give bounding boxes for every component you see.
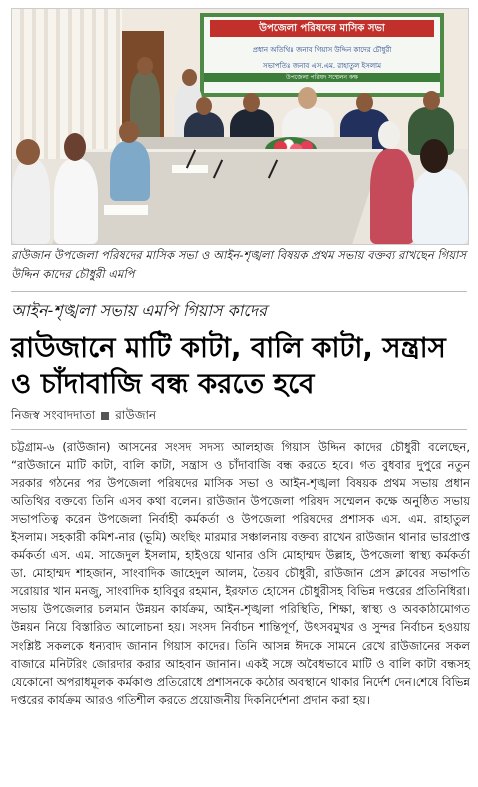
byline-divider xyxy=(11,429,467,430)
man-glasses-right xyxy=(412,169,468,244)
seated-officer-uniform-head xyxy=(356,93,373,112)
seated-person-suit-mid-head xyxy=(243,93,260,112)
woman-right-red xyxy=(370,149,414,244)
meeting-banner xyxy=(200,13,444,97)
woman-white-jacket-head xyxy=(64,133,86,161)
standing-person-1-head xyxy=(137,57,153,75)
kicker-line: আইন-শৃঙ্খলা সভায় এমপি গিয়াস কাদের xyxy=(11,301,267,320)
man-cap-blue-head xyxy=(119,121,139,143)
man-glasses-right-head xyxy=(420,139,448,173)
foreground-man-left xyxy=(12,159,50,244)
banner-decoration-2 xyxy=(204,55,440,62)
banner-chair: সভাপতিঃ জনাব এস.এম. রাহাতুল ইসলাম xyxy=(263,62,381,70)
byline-location: রাউজান xyxy=(115,408,157,422)
standing-person-2-head xyxy=(182,69,197,86)
seated-person-suit-left-head xyxy=(196,97,212,115)
conference-table xyxy=(51,149,383,245)
headline: রাউজানে মাটি কাটা, বালি কাটা, সন্ত্রাস ও চাঁদাবাজি বন্ধ করতে হবে xyxy=(11,332,446,400)
document-2 xyxy=(104,205,148,215)
byline-separator-icon xyxy=(101,412,109,420)
man-cap-blue xyxy=(110,141,150,201)
banner-title: উপজেলা পরিষদের মাসিক সভা xyxy=(210,20,434,37)
woman-white-jacket xyxy=(54,159,98,244)
banner-chief-guest: প্রধান অতিথিঃ জনাব গিয়াস উদ্দিন কাদের চৌধুরী xyxy=(252,46,392,54)
banner-decoration xyxy=(204,39,440,46)
woman-right-red-head xyxy=(378,121,400,149)
byline xyxy=(11,407,467,423)
document-1 xyxy=(172,165,208,173)
seated-person-right-head xyxy=(423,91,440,110)
article-body: চট্টগ্রাম-৬ (রাউজান) আসনের সংসদ সদস্য আলহাজ গিয়াস উদ্দিন কাদের চৌধুরী বলেছেন, “রাউজানে মাটি কাটা, বালি কাটা, সন্ত্রাস ও চাঁদাবাজি বন্ধ করতে হবে। গত বুধবার দুপুরে নতুন সরকার গঠনের পর উপজেলা পরিষদের মাসিক সভা ও আইন-শৃঙ্খলা বিষয়ক প্রথম সভায় প্রধান অতিথির বক্তব্যে তিনি এসব কথা বলেন। রাউজান উপজেলা পরিষদ সম্মেলন কক্ষে অনুষ্ঠিত সভায় সভাপতিত্ব করেন উপজেলা নির্বাহী কর্মকর্তা ও উপজেলা পরিষদের প্রশাসক এস. এম. রাহাতুল ইসলাম। সহকারী কমিশ-নার (ভূমি) অংছিং মারমার সঞ্চালনায় বক্তব্য রাখেন রাউজান থানার ভারপ্রাপ্ত কর্মকর্তা এস. এম. সাজেদুল ইসলাম, হাইওয়ে থানার ওসি মোহাম্মদ উল্লাহ, উপজেলা স্বাস্থ্য কর্মকর্তা ডা. মোহাম্মদ শাহজান, সাংবাদিক জাহেদুল আলম, তৈয়ব চৌধুরী, রাউজান প্রেস ক্লাবের সভাপতি সরোয়ার খান মনজু, সাংবাদিক হাবিবুর রহমান, ইরফাত হোসেন চৌধুরীসহ বিভিন্ন দপ্তরের প্রতিনিধিরা। সভায় উপজেলার চলমান উন্নয়ন কার্যক্রম, আইন-শৃঙ্খলা পরিস্থিতি, শিক্ষা, স্বাস্থ্য ও অবকাঠামোগত উন্নয়ন নিয়ে বিস্তারিত আলোচনা হয়। সংসদ নির্বাচন শান্তিপূর্ণ, উৎসবমুখর ও সুন্দর নির্বাচন হওয়ায় সংশ্লিষ্ট সকলকে ধন্যবাদ জানান গিয়াস কাদের। তিনি আসন্ন ঈদকে সামনে রেখে রাউজানের সকল বাজারে মনিটরিং জোরদার করার আহবান জানান। একই সঙ্গে অবৈধভাবে মাটি ও বালি কাটা বন্ধসহ যেকোনো অপরাধমূলক কর্মকাণ্ড প্রতিরোধে প্রশাসনকে কঠোর অবস্থানে থাকার নির্দেশ দেন।শেষে বিভিন্ন দপ্তরের কার্যক্রম আরও গতিশীল করতে প্রয়োজনীয় দিকনির্দেশনা প্রদান করা হয়। xyxy=(11,440,470,707)
banner-footer: উপজেলা পরিষদ সম্মেলন কক্ষ xyxy=(204,73,440,82)
byline-reporter: নিজস্ব সংবাদদাতা xyxy=(11,408,96,422)
caption-divider xyxy=(11,291,467,292)
meeting-photo xyxy=(11,8,469,245)
foreground-man-left-head xyxy=(16,139,40,165)
seated-chief-guest-head xyxy=(298,87,317,109)
photo-caption: রাউজান উপজেলা পরিষদের মাসিক সভা ও আইন-শৃঙ্খলা বিষয়ক প্রথম সভায় বক্তব্য রাখছেন গিয়াস উদ্দিন কাদের চৌধুরী এমপি xyxy=(11,248,466,281)
